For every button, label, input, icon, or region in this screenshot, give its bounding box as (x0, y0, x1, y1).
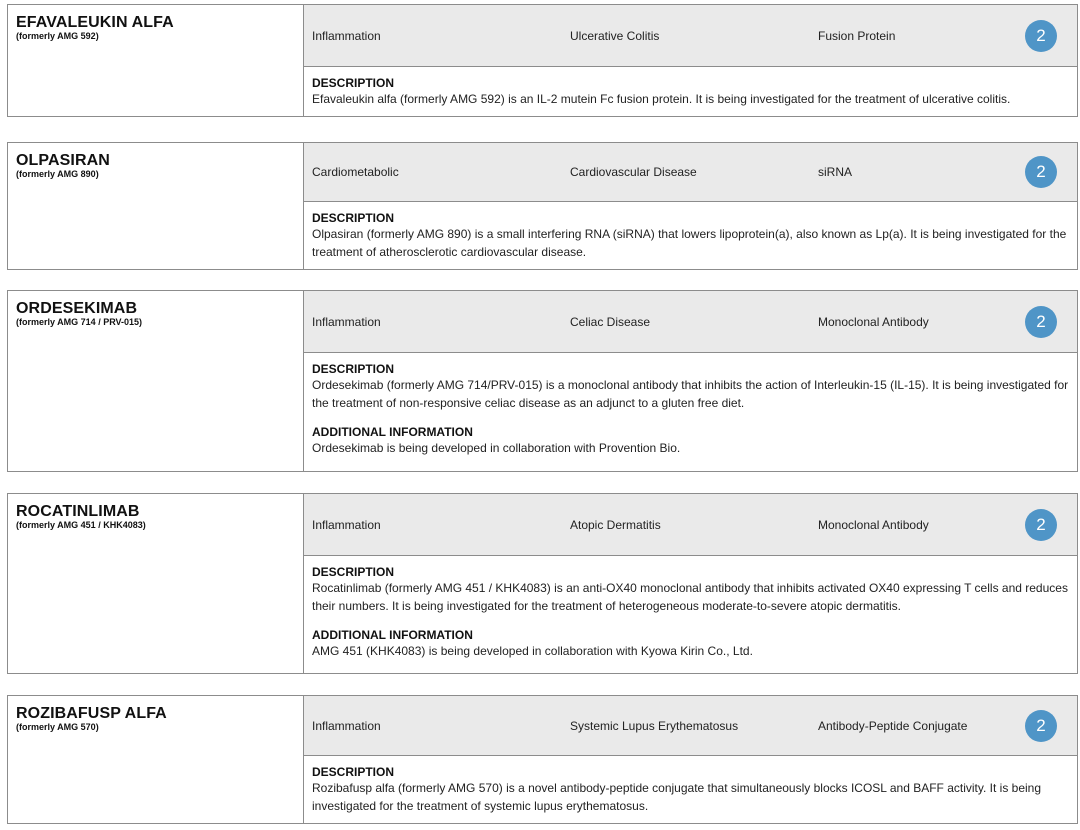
therapeutic-area: Inflammation (312, 28, 381, 43)
drug-meta-row (304, 5, 1077, 67)
phase-badge: 2 (1025, 509, 1057, 541)
phase-badge: 2 (1025, 306, 1057, 338)
indication: Ulcerative Colitis (570, 28, 660, 43)
description-text: Rocatinlimab (formerly AMG 451 / KHK4083) is an anti-OX40 monoclonal antibody that inhibits activated OX40 expressing T cells and reduces their numbers. It is being investigated for the treatment of heterogeneous moderate-to-severe atopic dermatitis. (312, 581, 1068, 613)
additional-info-title: ADDITIONAL INFORMATION (312, 425, 473, 439)
description-section (312, 765, 1069, 815)
modality: Antibody-Peptide Conjugate (818, 718, 968, 733)
description-title: DESCRIPTION (312, 76, 395, 90)
therapeutic-area: Inflammation (312, 517, 381, 532)
description-section (312, 362, 1069, 412)
drug-former-name: (formerly AMG 714 / PRV-015) (16, 317, 143, 327)
description-title: DESCRIPTION (312, 362, 395, 376)
description-text: Efavaleukin alfa (formerly AMG 592) is an IL-2 mutein Fc fusion protein. It is being investigated for the treatment of ulcerative colitis. (312, 92, 1011, 106)
indication: Atopic Dermatitis (570, 517, 661, 532)
modality: Fusion Protein (818, 28, 896, 43)
drug-former-name: (formerly AMG 570) (16, 722, 99, 732)
drug-name: ROCATINLIMAB (16, 503, 140, 520)
therapeutic-area: Inflammation (312, 314, 381, 329)
indication: Celiac Disease (570, 314, 651, 329)
drug-info (304, 291, 1077, 471)
pipeline-card (7, 493, 1078, 674)
drug-info (304, 5, 1077, 116)
modality: Monoclonal Antibody (818, 517, 929, 532)
pipeline-card (7, 142, 1078, 270)
description-section (312, 211, 1069, 261)
drug-former-name: (formerly AMG 890) (16, 169, 99, 179)
phase-badge: 2 (1025, 156, 1057, 188)
drug-details (304, 756, 1077, 823)
indication: Cardiovascular Disease (570, 165, 697, 179)
drug-details (304, 202, 1077, 269)
description-text: Rozibafusp alfa (formerly AMG 570) is a novel antibody-peptide conjugate that simultaneously blocks ICOSL and BAFF activity. It is being investigated for the treatment of systemic lupus erythematosus. (312, 781, 1042, 813)
therapeutic-area: Cardiometabolic (312, 165, 399, 179)
pipeline-card (7, 4, 1078, 117)
drug-name-cell (8, 143, 304, 269)
drug-name-cell (8, 291, 304, 471)
drug-former-name: (formerly AMG 451 / KHK4083) (16, 520, 146, 530)
pipeline-card (7, 290, 1078, 472)
modality: Monoclonal Antibody (818, 314, 929, 329)
description-title: DESCRIPTION (312, 765, 395, 779)
drug-details (304, 353, 1077, 465)
description-title: DESCRIPTION (312, 565, 395, 579)
drug-info (304, 696, 1077, 823)
drug-name: OLPASIRAN (16, 152, 110, 169)
drug-details (304, 556, 1077, 668)
additional-info-title: ADDITIONAL INFORMATION (312, 628, 473, 642)
description-text: Olpasiran (formerly AMG 890) is a small interfering RNA (siRNA) that lowers lipoprotein(a), also known as Lp(a). It is being investigated for the treatment of atherosclerotic cardiovascular disease. (312, 227, 1067, 259)
drug-name-cell (8, 696, 304, 823)
drug-meta-row (304, 696, 1077, 756)
drug-name: ROZIBAFUSP ALFA (16, 705, 167, 722)
drug-former-name: (formerly AMG 592) (16, 31, 99, 41)
drug-meta-row (304, 494, 1077, 556)
additional-info-section (312, 425, 1069, 457)
phase-badge: 2 (1025, 20, 1057, 52)
indication: Systemic Lupus Erythematosus (570, 718, 739, 733)
drug-name-cell (8, 5, 304, 116)
description-section (312, 76, 1069, 108)
additional-info-section (312, 628, 1069, 660)
phase-badge: 2 (1025, 710, 1057, 742)
drug-info (304, 494, 1077, 673)
modality: siRNA (818, 165, 853, 179)
drug-info (304, 143, 1077, 269)
additional-info-text: AMG 451 (KHK4083) is being developed in collaboration with Kyowa Kirin Co., Ltd. (312, 644, 753, 658)
drug-details (304, 67, 1077, 116)
drug-name: EFAVALEUKIN ALFA (16, 14, 174, 31)
description-text: Ordesekimab (formerly AMG 714/PRV-015) is a monoclonal antibody that inhibits the action of Interleukin-15 (IL-15). It is being investigated for the treatment of non-responsive celiac disease as an adjunct to a gluten free diet. (312, 378, 1069, 410)
pipeline-card (7, 695, 1078, 824)
drug-name-cell (8, 494, 304, 673)
drug-meta-row (304, 143, 1077, 202)
drug-name: ORDESEKIMAB (16, 300, 138, 317)
description-title: DESCRIPTION (312, 211, 395, 225)
drug-meta-row (304, 291, 1077, 353)
additional-info-text: Ordesekimab is being developed in collaboration with Provention Bio. (312, 441, 681, 455)
therapeutic-area: Inflammation (312, 718, 381, 733)
description-section (312, 565, 1069, 615)
